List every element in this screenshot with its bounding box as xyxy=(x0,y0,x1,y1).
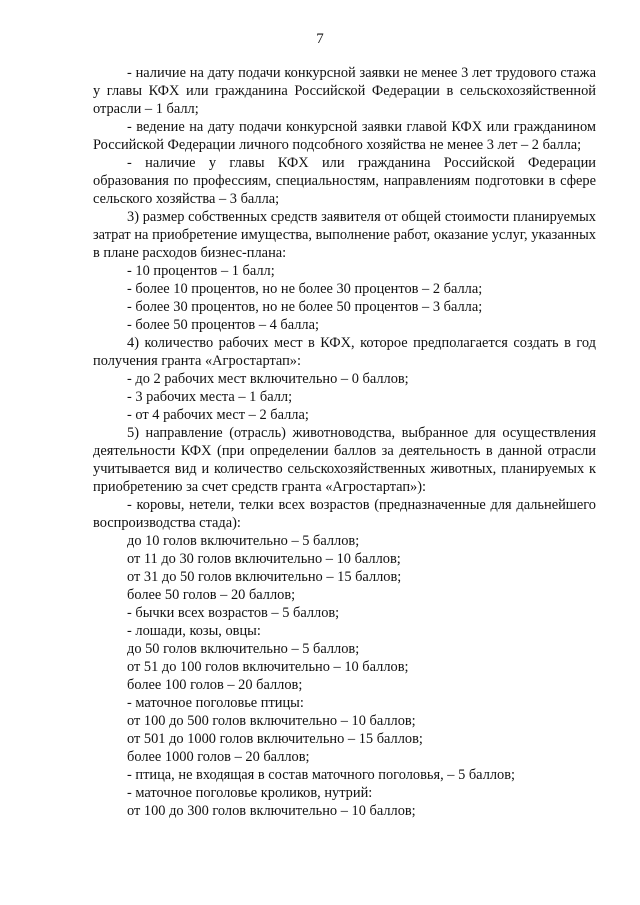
list-item: - лошади, козы, овцы: xyxy=(127,623,261,639)
paragraph-cows: - коровы, нетели, телки всех возрастов (предназначенные для дальнейшего воспроизводства стада): xyxy=(93,497,596,531)
list-item: - от 4 рабочих мест – 2 балла; xyxy=(127,407,309,423)
list-item: - до 2 рабочих мест включительно – 0 баллов; xyxy=(127,371,409,387)
list-item: - 10 процентов – 1 балл; xyxy=(127,263,275,279)
page-number: 7 xyxy=(316,31,324,47)
list-item: более 1000 голов – 20 баллов; xyxy=(127,749,310,765)
list-item: - более 50 процентов – 4 балла; xyxy=(127,317,319,333)
list-item: от 51 до 100 голов включительно – 10 баллов; xyxy=(127,659,409,675)
list-item: - бычки всех возрастов – 5 баллов; xyxy=(127,605,340,621)
list-item: - более 10 процентов, но не более 30 процентов – 2 балла; xyxy=(127,281,483,297)
list-item: - маточное поголовье птицы: xyxy=(127,695,304,711)
list-item: от 100 до 300 голов включительно – 10 баллов; xyxy=(127,803,416,819)
list-item: от 31 до 50 голов включительно – 15 баллов; xyxy=(127,569,402,585)
paragraph-private-farm: - ведение на дату подачи конкурсной заявки главой КФХ или гражданином Российской Федерации личного подсобного хозяйства не менее 3 лет – 2 балла; xyxy=(93,119,596,153)
paragraph-education: - наличие у главы КФХ или гражданина Российской Федерации образования по профессиям, специальностям, направлениям подготовки в сфере сельского хозяйства – 3 балла; xyxy=(93,155,596,207)
list-item: от 100 до 500 голов включительно – 10 баллов; xyxy=(127,713,416,729)
list-item: - 3 рабочих места – 1 балл; xyxy=(127,389,293,405)
list-item: более 100 голов – 20 баллов; xyxy=(127,677,303,693)
document-body xyxy=(93,64,596,820)
list-item: до 50 голов включительно – 5 баллов; xyxy=(127,641,360,657)
list-item: - птица, не входящая в состав маточного поголовья, – 5 баллов; xyxy=(127,767,516,783)
paragraph-livestock-direction: 5) направление (отрасль) животноводства, выбранное для осуществления деятельности КФХ (при определении баллов за деятельность в данной отрасли учитывается вид и количество сельскохозяйственных животных, планируемых к приобретению за счет средств гранта «Агростартап»): xyxy=(93,425,596,495)
list-item: от 11 до 30 голов включительно – 10 баллов; xyxy=(127,551,401,567)
paragraph-own-funds: 3) размер собственных средств заявителя от общей стоимости планируемых затрат на приобретение имущества, выполнение работ, оказание услуг, указанных в плане расходов бизнес-плана: xyxy=(93,209,596,261)
list-item: - более 30 процентов, но не более 50 процентов – 3 балла; xyxy=(127,299,483,315)
list-item: более 50 голов – 20 баллов; xyxy=(127,587,296,603)
paragraph-work-experience: - наличие на дату подачи конкурсной заявки не менее 3 лет трудового стажа у главы КФХ или гражданина Российской Федерации в сельскохозяйственной отрасли – 1 балл; xyxy=(93,65,596,117)
paragraph-jobs: 4) количество рабочих мест в КФХ, которое предполагается создать в год получения гранта «Агростартап»: xyxy=(93,335,596,369)
list-item: от 501 до 1000 голов включительно – 15 баллов; xyxy=(127,731,423,747)
list-item: до 10 голов включительно – 5 баллов; xyxy=(127,533,360,549)
list-item: - маточное поголовье кроликов, нутрий: xyxy=(127,785,373,801)
